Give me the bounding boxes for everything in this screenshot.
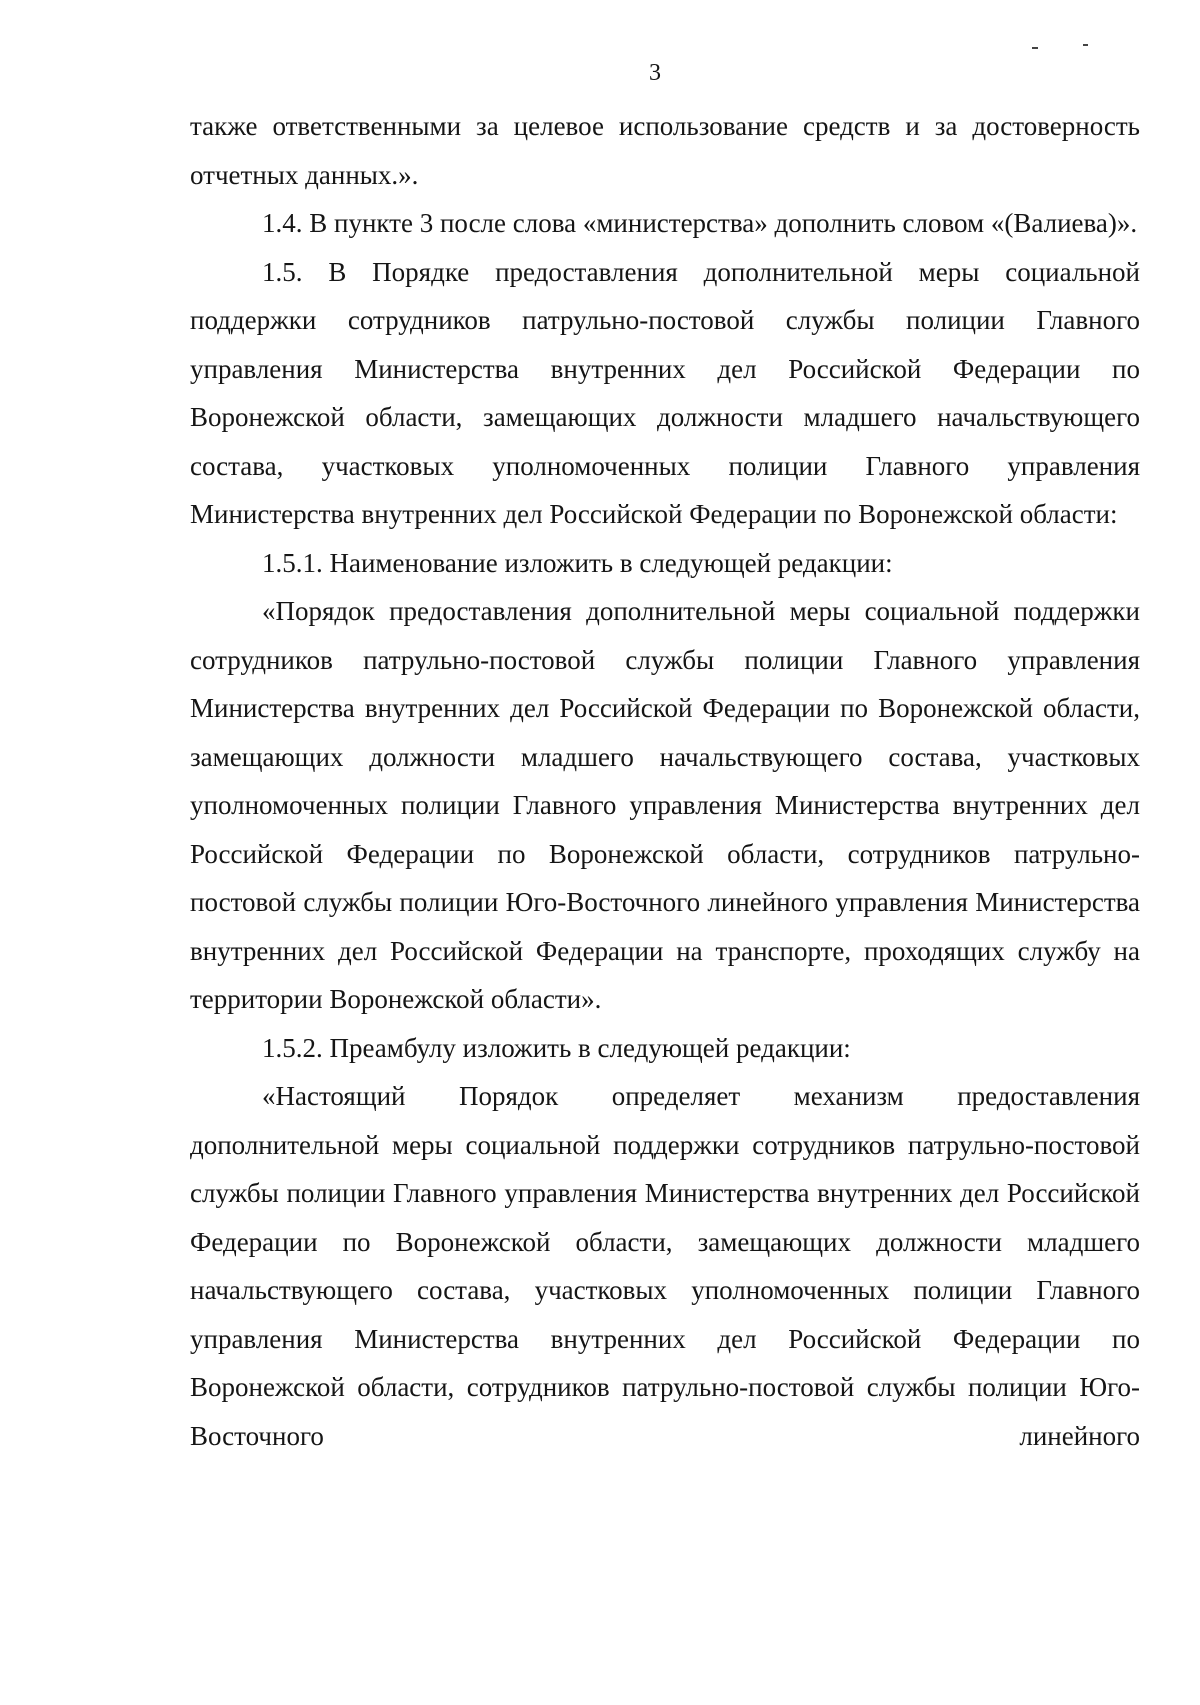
paragraph-1-5-2: 1.5.2. Преамбулу изложить в следующей редакции: (262, 1032, 851, 1063)
paragraph-new-title: «Порядок предоставления дополнительной меры социальной поддержки сотрудников патрульно-постовой службы полиции Главного управления Министерства внутренних дел Российской Федерации по Воронежской области, замещающих должности младшего начальствующего состава, участковых уполномоченных полиции Главного управления Министерства внутренних дел Российской Федерации по Воронежской области, сотрудников патрульно-постовой службы полиции Юго-Восточного линейного управления Министерства внутренних дел Российской Федерации на транспорте, проходящих службу на территории Воронежской области». (190, 596, 1140, 1014)
page-number: 3 (649, 60, 661, 86)
paragraph-1-4: 1.4. В пункте 3 после слова «министерства» дополнить словом «(Валиева)». (262, 208, 1138, 238)
scan-artifact-mark (1083, 44, 1088, 46)
document-body (190, 102, 1140, 1460)
paragraph-1-5: 1.5. В Порядке предоставления дополнительной меры социальной поддержки сотрудников патрульно-постовой службы полиции Главного управления Министерства внутренних дел Российской Федерации по Воронежской области, замещающих должности младшего начальствующего состава, участковых уполномоченных полиции Главного управления Министерства внутренних дел Российской Федерации по Воронежской области: (190, 256, 1140, 529)
paragraph-1-5-1: 1.5.1. Наименование изложить в следующей редакции: (262, 547, 893, 578)
scan-artifact-mark (1032, 47, 1038, 49)
paragraph-preamble: «Настоящий Порядок определяет механизм предоставления дополнительной меры социальной поддержки сотрудников патрульно-постовой службы полиции Главного управления Министерства внутренних дел Российской Федерации по Воронежской области, замещающих должности младшего начальствующего состава, участковых уполномоченных полиции Главного управления Министерства внутренних дел Российской Федерации по Воронежской области, сотрудников патрульно-постовой службы полиции Юго-Восточного линейного (190, 1081, 1140, 1451)
paragraph-continuation: также ответственными за целевое использование средств и за достоверность отчетных данных.». (190, 111, 1140, 190)
